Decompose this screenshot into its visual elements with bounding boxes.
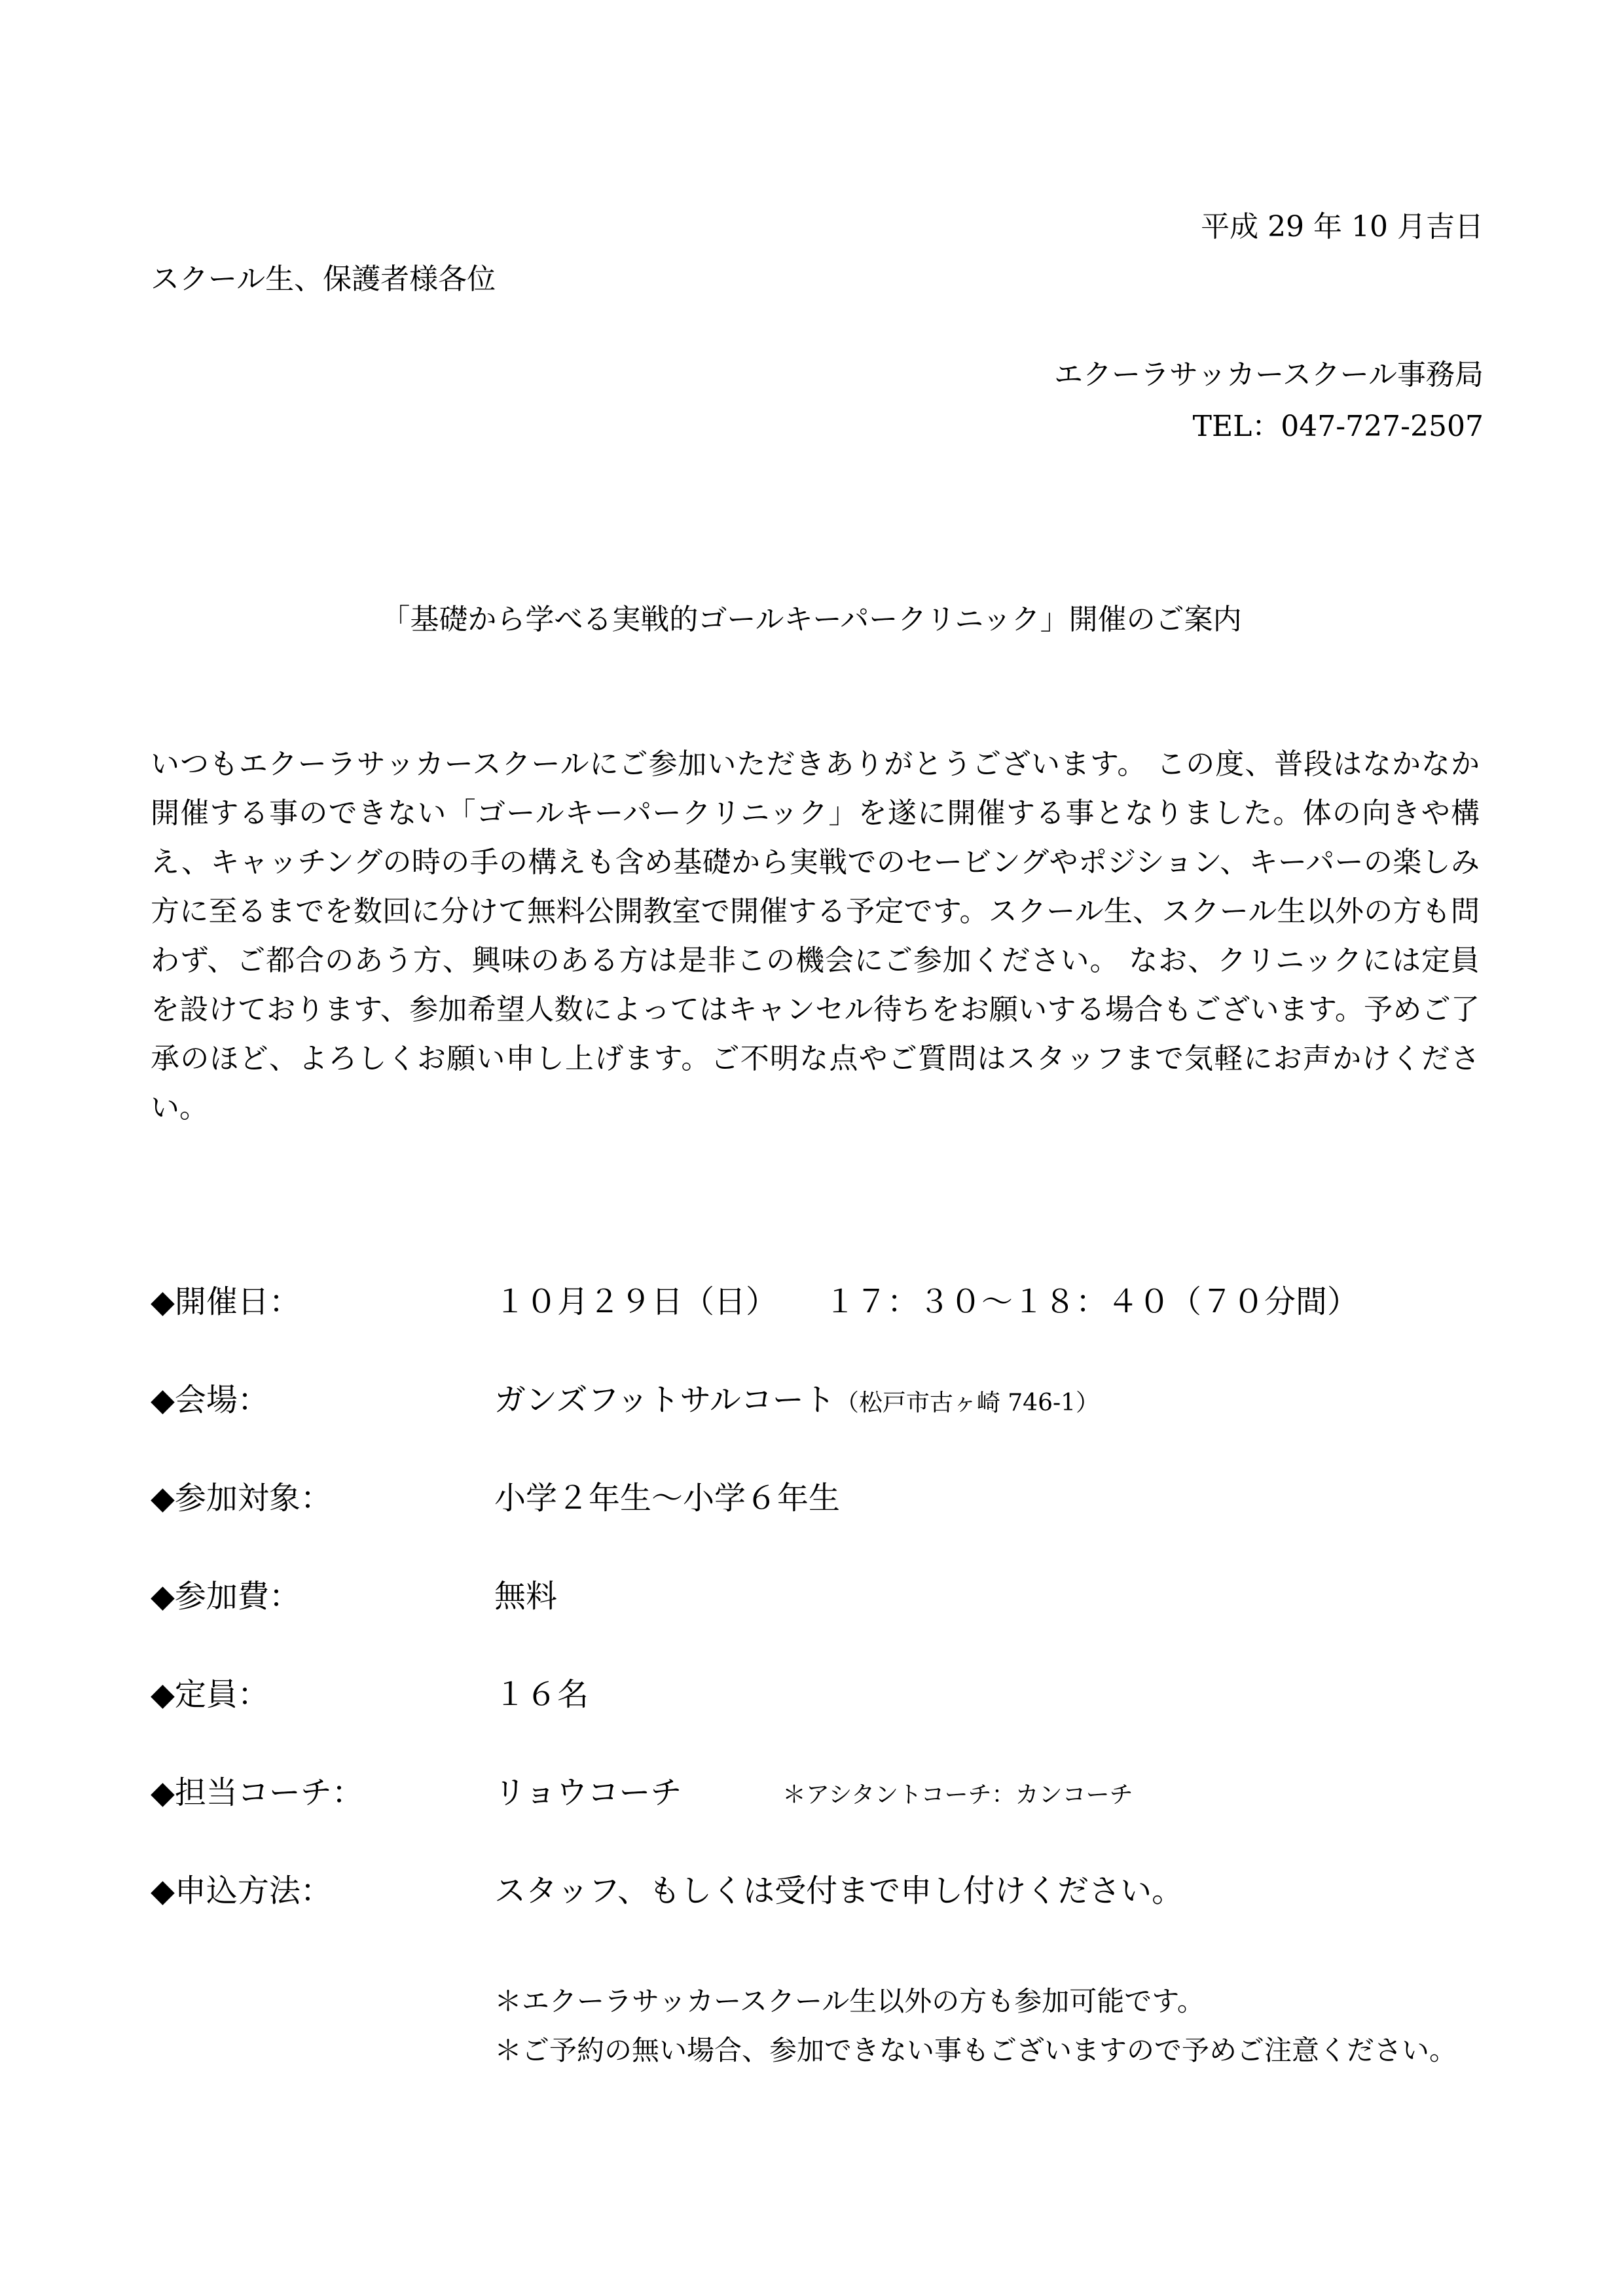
assistant-coach: ＊アシタントコーチ：カンコーチ xyxy=(782,1782,1133,1808)
detail-value xyxy=(494,1374,1099,1420)
detail-value: スタッフ、もしくは受付まで申し付けください。 xyxy=(494,1873,1184,1909)
detail-value: 無料 xyxy=(494,1578,558,1615)
detail-value: １６名 xyxy=(494,1676,589,1713)
sender-tel: TEL：047-727-2507 xyxy=(1192,410,1484,443)
detail-target xyxy=(151,1473,1480,1571)
detail-label: ◆会場： xyxy=(151,1382,269,1418)
detail-label: ◆参加対象： xyxy=(151,1480,332,1516)
body-paragraph: いつもエクーラサッカースクールにご参加いただきありがとうございます。 この度、普段はなかなか開催する事のできない「ゴールキーパークリニック」を遂に開催する事となりました。体の向きや構え、キャッチングの時の手の構えも含め基礎から実戦でのセービングやポジション、キーパーの楽しみ方に至るまでを数回に分けて無料公開教室で開催する予定です。スクール生、スクール生以外の方も問わず、ご都合のあう方、興味のある方は是非この機会にご参加ください。 なお、クリニックには定員を設けております、参加希望人数によってはキャンセル待ちをお願いする場合もございます。予めご了承のほど、よろしくお願い申し上げます。ご不明な点やご質問はスタッフまで気軽にお声かけください。 xyxy=(151,747,1480,1124)
detail-venue xyxy=(151,1374,1480,1473)
note-item: ＊ご予約の無い場合、参加できない事もございますので予めご注意ください。 xyxy=(494,2034,1457,2066)
venue-name: ガンズフットサルコート xyxy=(494,1382,835,1418)
detail-date xyxy=(151,1276,1480,1374)
issue-date: 平成 29 年 10 月吉日 xyxy=(1201,210,1484,243)
note-item: ＊エクーラサッカースクール生以外の方も参加可能です。 xyxy=(494,1985,1205,2017)
venue-address: （松戸市古ヶ崎 746-1） xyxy=(835,1390,1100,1416)
detail-label: ◆申込方法： xyxy=(151,1873,332,1909)
event-details xyxy=(151,1276,1480,1964)
detail-coach xyxy=(151,1767,1480,1865)
detail-capacity xyxy=(151,1669,1480,1767)
detail-value: リョウコーチ xyxy=(494,1774,682,1811)
detail-value: １０月２９日（日） １７：３０～１８：４０（７０分間） xyxy=(494,1283,1359,1320)
detail-label: ◆参加費： xyxy=(151,1578,301,1615)
notes xyxy=(494,1977,1457,2075)
detail-label: ◆定員： xyxy=(151,1676,269,1713)
detail-value: 小学２年生～小学６年生 xyxy=(494,1480,841,1516)
recipient: スクール生、保護者様各位 xyxy=(151,262,496,296)
detail-label: ◆担当コーチ： xyxy=(151,1774,363,1811)
sender-office: エクーラサッカースクール事務局 xyxy=(1053,358,1484,391)
document-title: 「基礎から学べる実戦的ゴールキーパークリニック」開催のご案内 xyxy=(381,603,1242,636)
detail-label: ◆開催日： xyxy=(151,1283,301,1320)
detail-apply xyxy=(151,1865,1480,1964)
detail-fee xyxy=(151,1571,1480,1669)
